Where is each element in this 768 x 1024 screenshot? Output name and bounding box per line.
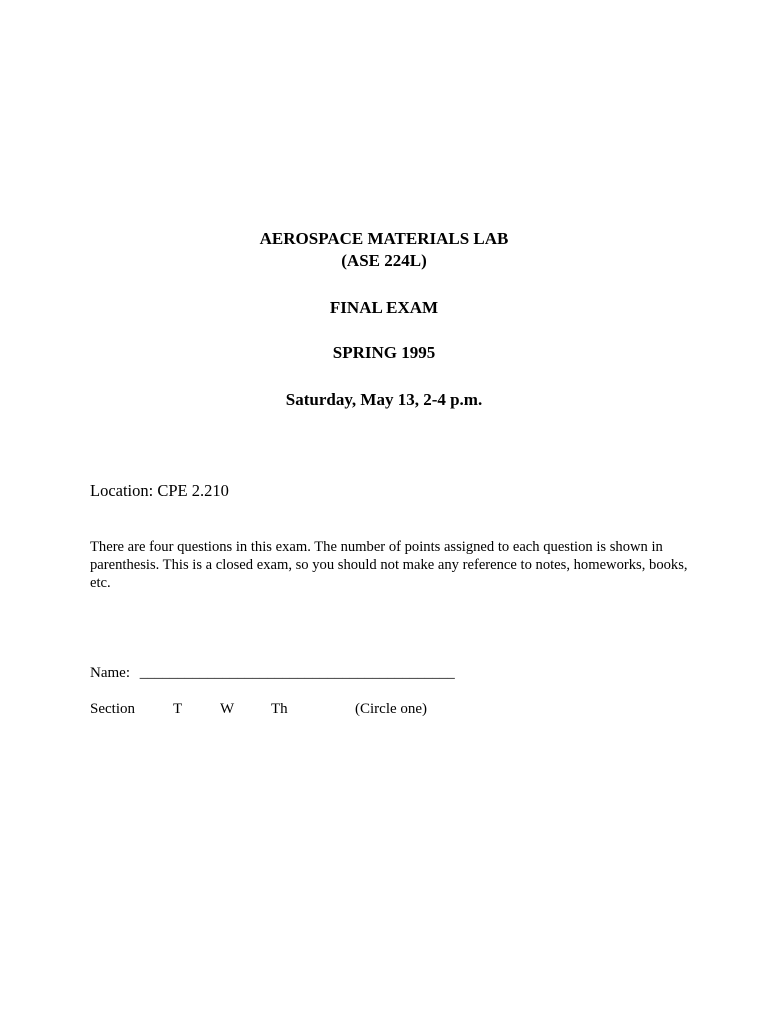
section-option-t: T — [173, 701, 183, 717]
section-hint: (Circle one) — [355, 701, 428, 717]
exam-instructions: There are four questions in this exam. The number of points assigned to each question is shown in parenthesis. This is a closed exam, so you should not make any reference to notes, homeworks, books, etc. — [90, 539, 688, 592]
course-title: AEROSPACE MATERIALS LAB — [259, 229, 509, 248]
section-option-th: Th — [271, 701, 288, 717]
exam-title: FINAL EXAM — [329, 298, 439, 317]
section-option-w: W — [220, 701, 235, 717]
exam-date-time: Saturday, May 13, 2-4 p.m. — [285, 390, 483, 409]
exam-term: SPRING 1995 — [332, 343, 436, 362]
name-row — [90, 664, 455, 682]
section-label: Section — [90, 701, 135, 717]
exam-location: Location: CPE 2.210 — [90, 481, 229, 500]
section-row — [90, 700, 690, 718]
name-label: Name: — [90, 665, 130, 681]
course-code: (ASE 224L) — [341, 251, 427, 270]
name-blank: __________________________________________ — [139, 665, 455, 681]
